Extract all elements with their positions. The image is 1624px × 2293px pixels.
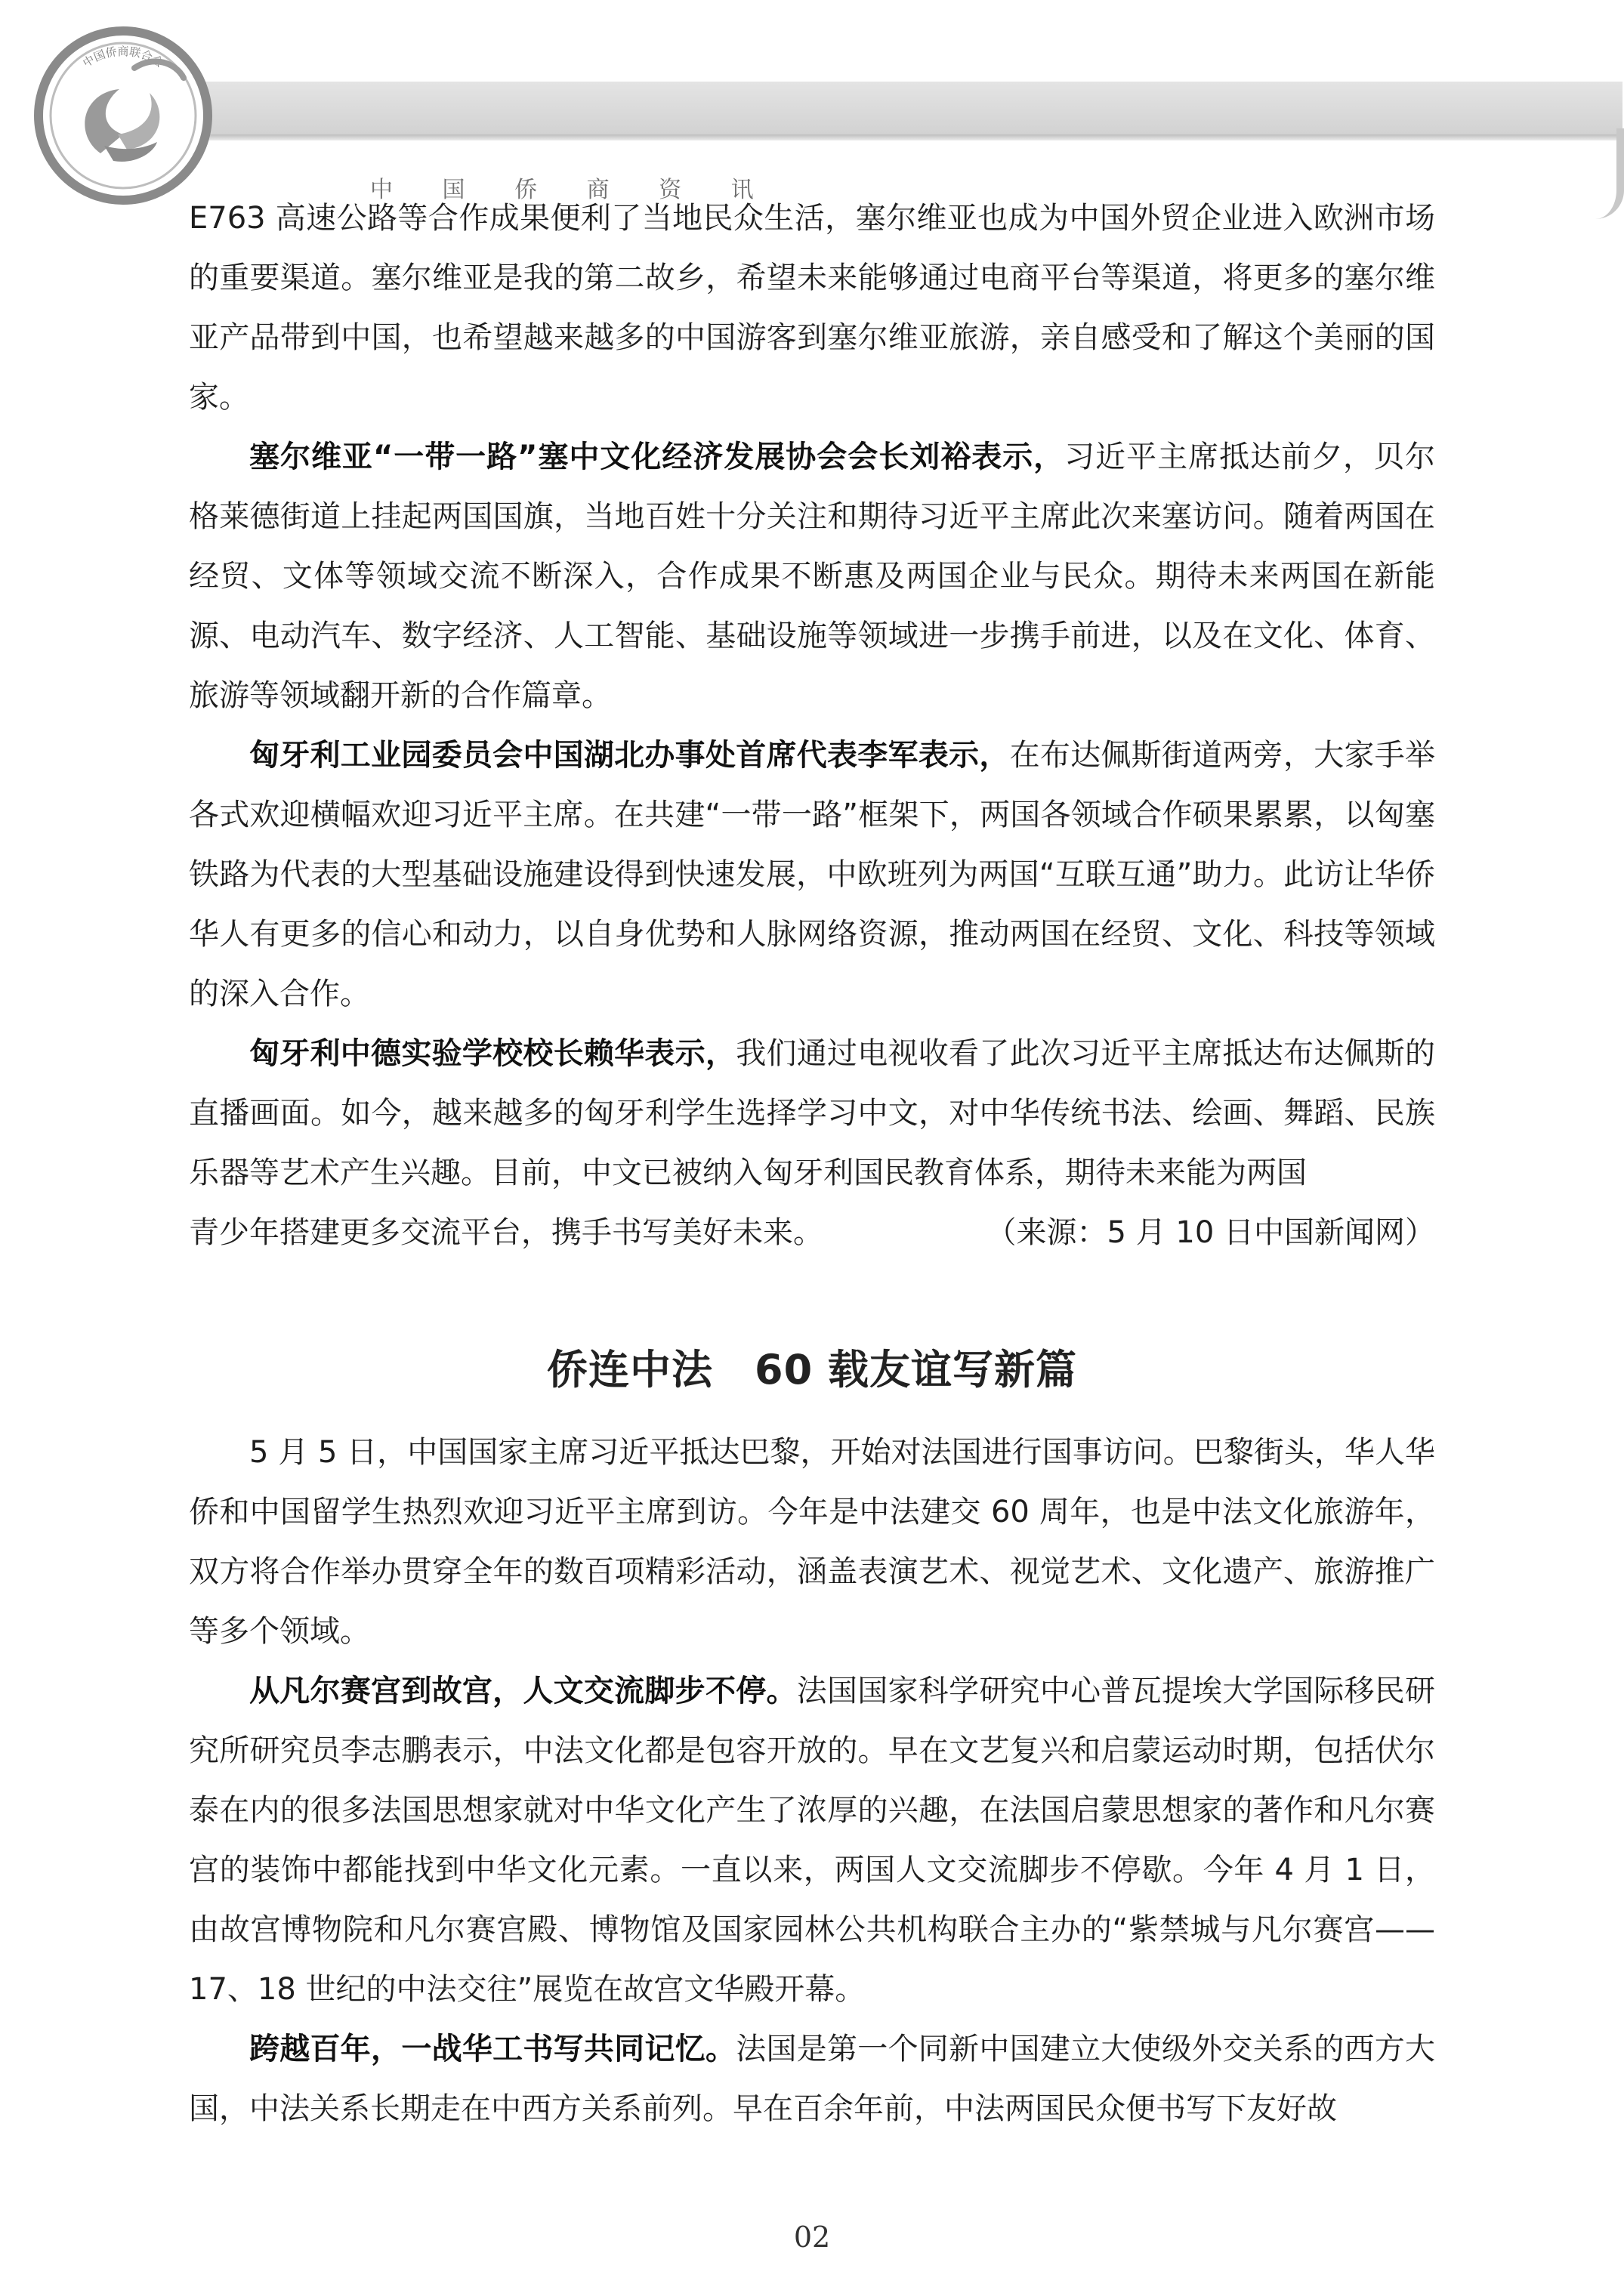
paragraph-text: 法国国家科学研究中心普瓦提埃大学国际移民研究所研究员李志鹏表示，中法文化都是包容开放的。早在文艺复兴和启蒙运动时期，包括伏尔泰在内的很多法国思想家就对中华文化产生了浓厚的兴趣，在法国启蒙思想家的著作和凡尔赛宫的装饰中都能找到中华文化元素。一直以来，两国人文交流脚步不停歇。今年 4 月 1 日，由故宫博物院和凡尔赛宫殿、博物馆及国家园林公共机构联合主办的“紫禁城与凡尔赛宫——17、18 世纪的中法交往”展览在故宫文华殿开幕。 bbox=[189, 1674, 1436, 2007]
logo-text: 中国侨商联合会 bbox=[80, 45, 166, 70]
paragraph-lead: 从凡尔赛宫到故宫，人文交流脚步不停。 bbox=[249, 1674, 797, 1708]
paragraph-text: 我们通过电视收看了此次习近平主席抵达布达佩斯的直播画面。如今，越来越多的匈牙利学生选择学习中文，对中华传统书法、绘画、舞蹈、民族乐器等艺术产生兴趣。目前，中文已被纳入匈牙利国民教育体系，期待未来能为两国 bbox=[189, 1036, 1436, 1190]
paragraph-text: 在布达佩斯街道两旁，大家手举各式欢迎横幅欢迎习近平主席。在共建“一带一路”框架下，两国各领域合作硕果累累，以匈塞铁路为代表的大型基础设施建设得到快速发展，中欧班列为两国“互联互通”助力。此访让华侨华人有更多的信心和动力，以自身优势和人脉网络资源，推动两国在经贸、文化、科技等领域的深入合作。 bbox=[189, 738, 1435, 1011]
paragraph-lead: 匈牙利中德实验学校校长赖华表示， bbox=[249, 1036, 736, 1071]
section-title: 侨连中法 60 载友谊写新篇 bbox=[547, 1346, 1077, 1393]
paragraph bbox=[189, 427, 1435, 726]
source-citation: （来源：5 月 10 日中国新闻网） bbox=[986, 1215, 1435, 1250]
header-band bbox=[113, 82, 1622, 203]
paragraph bbox=[189, 726, 1435, 1024]
paragraph-lead: 塞尔维亚“一带一路”塞中文化经济发展协会会长刘裕表示， bbox=[249, 440, 1065, 474]
paragraph bbox=[189, 2020, 1435, 2139]
article-body bbox=[189, 189, 1435, 2139]
paragraph-lead: 跨越百年，一战华工书写共同记忆。 bbox=[249, 2032, 736, 2066]
paragraph-text: 青少年搭建更多交流平台，携手书写美好未来。 bbox=[189, 1215, 823, 1250]
paragraph-text: 法国是第一个同新中国建立大使级外交关系的西方大国，中法关系长期走在中西方关系前列。早在百余年前，中法两国民众便书写下友好故 bbox=[189, 2032, 1436, 2126]
paragraph-last-line bbox=[189, 1203, 1435, 1263]
publication-name: 中 国 侨 商 资 讯 bbox=[370, 177, 775, 203]
page-number: 02 bbox=[793, 2220, 831, 2254]
paragraph-lead: 匈牙利工业园委员会中国湖北办事处首席代表李军表示， bbox=[249, 738, 1010, 773]
paragraph-text: 习近平主席抵达前夕，贝尔格莱德街道上挂起两国国旗，当地百姓十分关注和期待习近平主席此次来塞访问。随着两国在经贸、文体等领域交流不断深入，合作成果不断惠及两国企业与民众。期待未来两国在新能源、电动汽车、数字经济、人工智能、基础设施等领域进一步携手前进，以及在文化、体育、旅游等领域翻开新的合作篇章。 bbox=[189, 440, 1436, 713]
header-decoration bbox=[1595, 128, 1624, 219]
paragraph bbox=[189, 1024, 1435, 1203]
paragraph: 5 月 5 日，中国国家主席习近平抵达巴黎，开始对法国进行国事访问。巴黎街头，华人华侨和中国留学生热烈欢迎习近平主席到访。今年是中法建交 60 周年，也是中法文化旅游年，双方将合作举办贯穿全年的数百项精彩活动，涵盖表演艺术、视觉艺术、文化遗产、旅游推广等多个领域。 bbox=[189, 1435, 1435, 1649]
publication-logo bbox=[29, 21, 218, 210]
paragraph bbox=[189, 1662, 1435, 2020]
paragraph: E763 高速公路等合作成果便利了当地民众生活，塞尔维亚也成为中国外贸企业进入欧洲市场的重要渠道。塞尔维亚是我的第二故乡，希望未来能够通过电商平台等渠道，将更多的塞尔维亚产品带到中国，也希望越来越多的中国游客到塞尔维亚旅游，亲自感受和了解这个美丽的国家。 bbox=[189, 201, 1435, 415]
